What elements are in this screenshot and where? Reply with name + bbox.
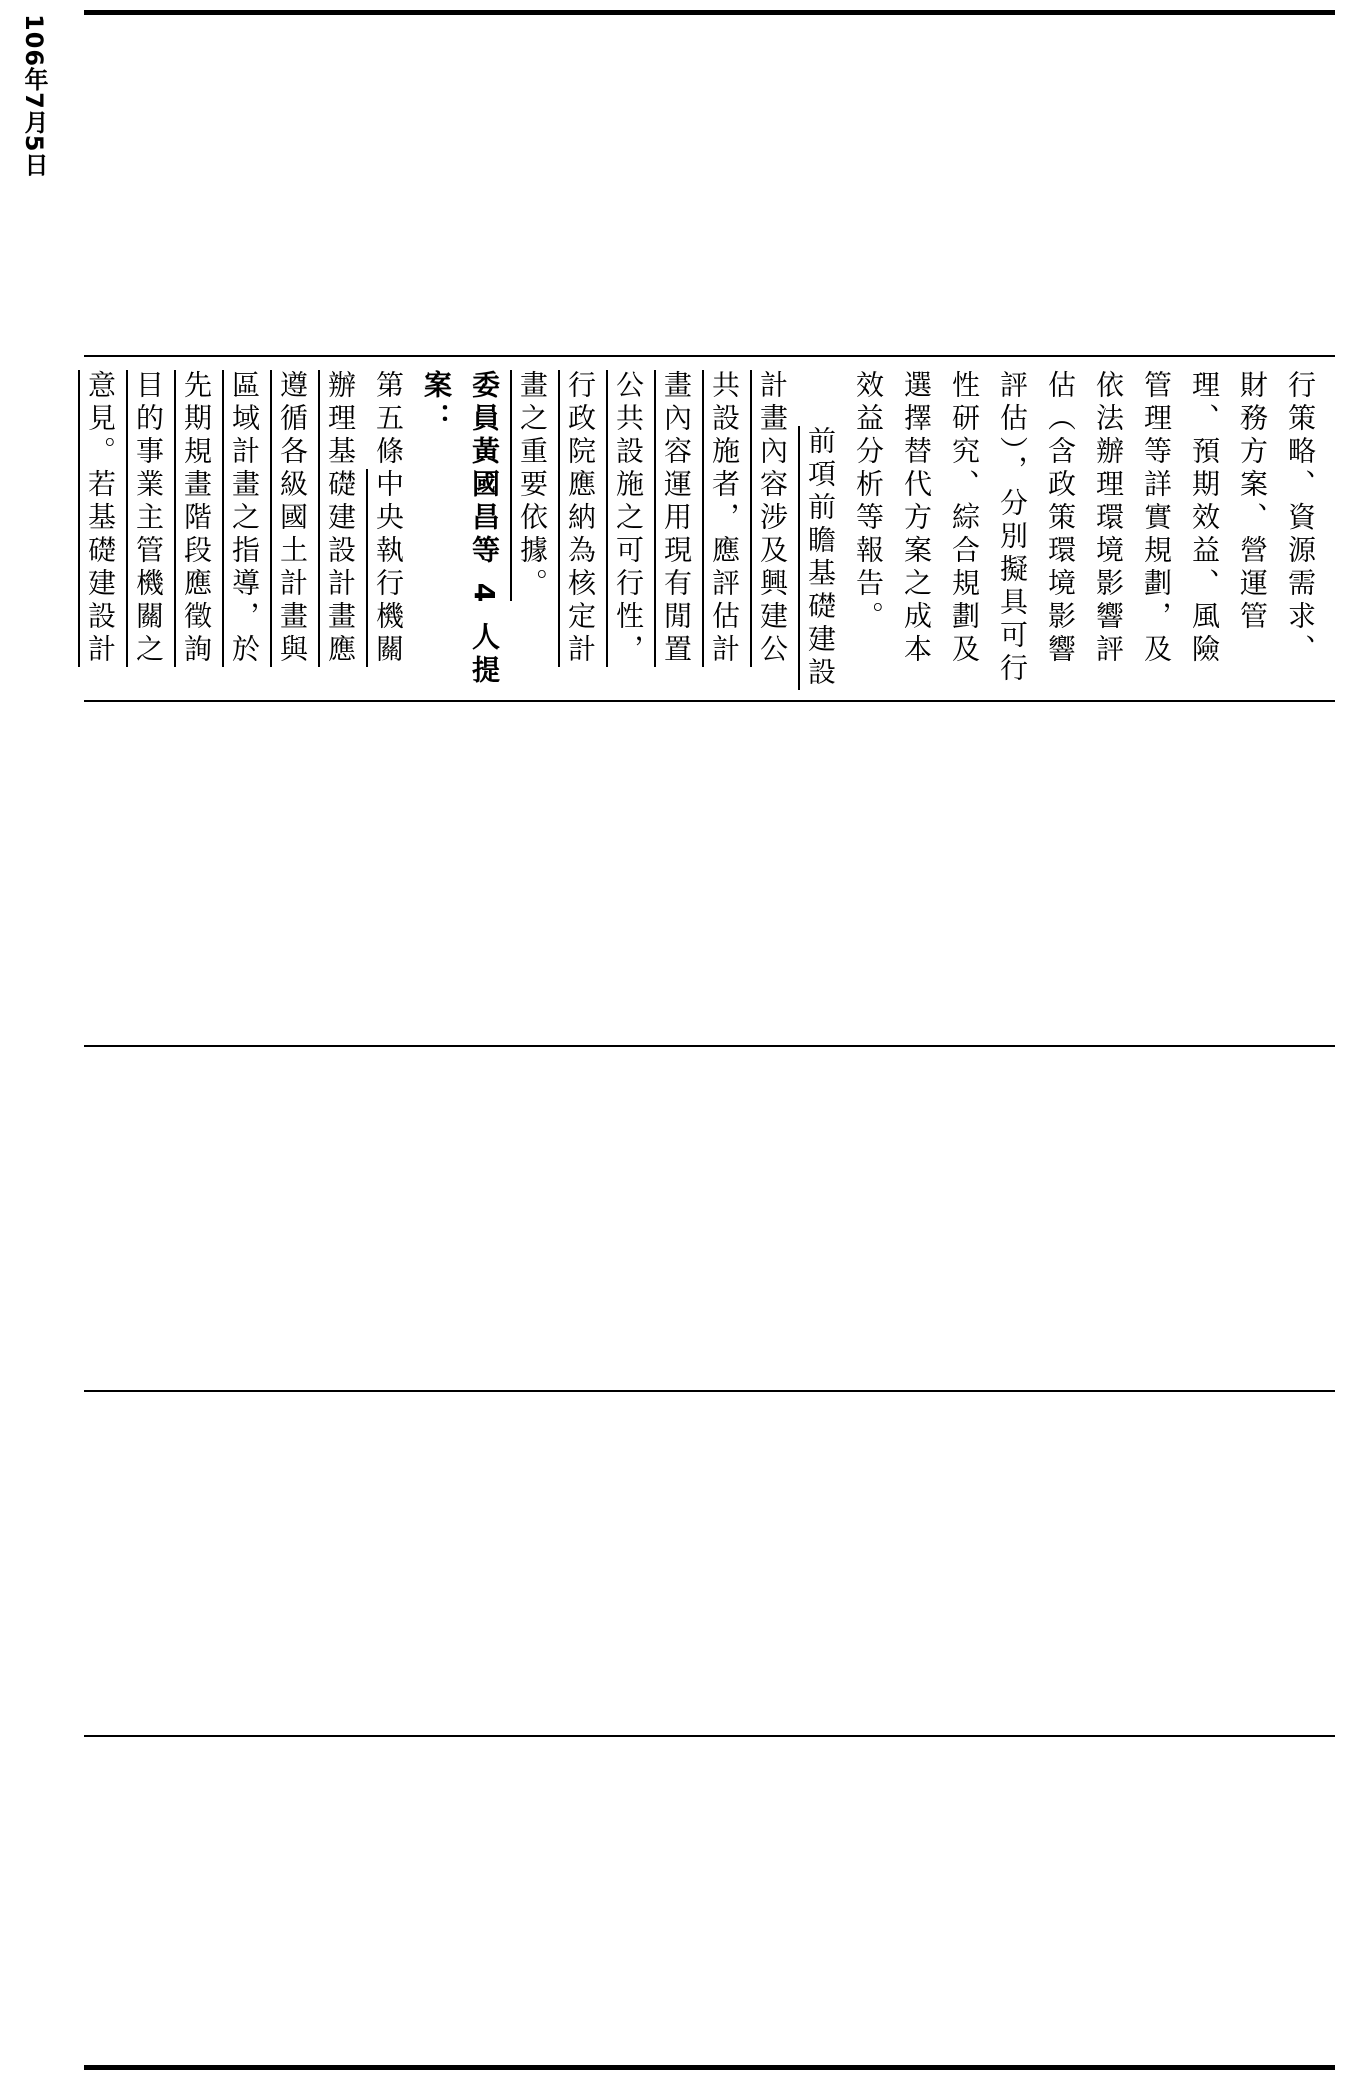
paragraph-plain: 行策略、資源需求、財務方案、營運管理、預期效益、風險管理等詳實規劃，及依法辦理環境影響評估（含政策環境影響評估），分別擬具可行性研究、綜合規劃及選擇替代方案之成本效益分析等報告。 (852, 370, 1317, 686)
row-divider (84, 1045, 1335, 1047)
paragraph-underlined (508, 370, 844, 690)
row-divider (84, 355, 1335, 357)
proposal-heading: 委員黃國昌等 4 人提案： (420, 370, 501, 688)
article-lead: 中央執行機關 (372, 469, 405, 667)
row-divider (84, 1390, 1335, 1392)
table-top-rule (84, 10, 1335, 15)
vertical-text-column (84, 370, 1324, 690)
table-bottom-rule (84, 2065, 1335, 2070)
article-paragraph (76, 370, 412, 690)
article-label: 第五條 (372, 370, 405, 469)
row-divider (84, 700, 1335, 702)
row-divider (84, 1735, 1335, 1737)
date-header: 106年7月5日 (20, 14, 48, 178)
underlined-text: 前項前瞻基礎建設計畫內容涉及興建公共設施者，應評估計畫內容運用現有閒置公共設施之可行性，行政院應納為核定計畫之重要依據。 (516, 370, 837, 690)
table-frame (84, 10, 1335, 2070)
bill-text-cell (84, 370, 1324, 690)
article-body: 辦理基礎建設計畫應遵循各級國土計畫與區域計畫之指導，於先期規畫階段應徵詢目的事業主管機關之意見。若基礎建設計 (84, 370, 357, 667)
